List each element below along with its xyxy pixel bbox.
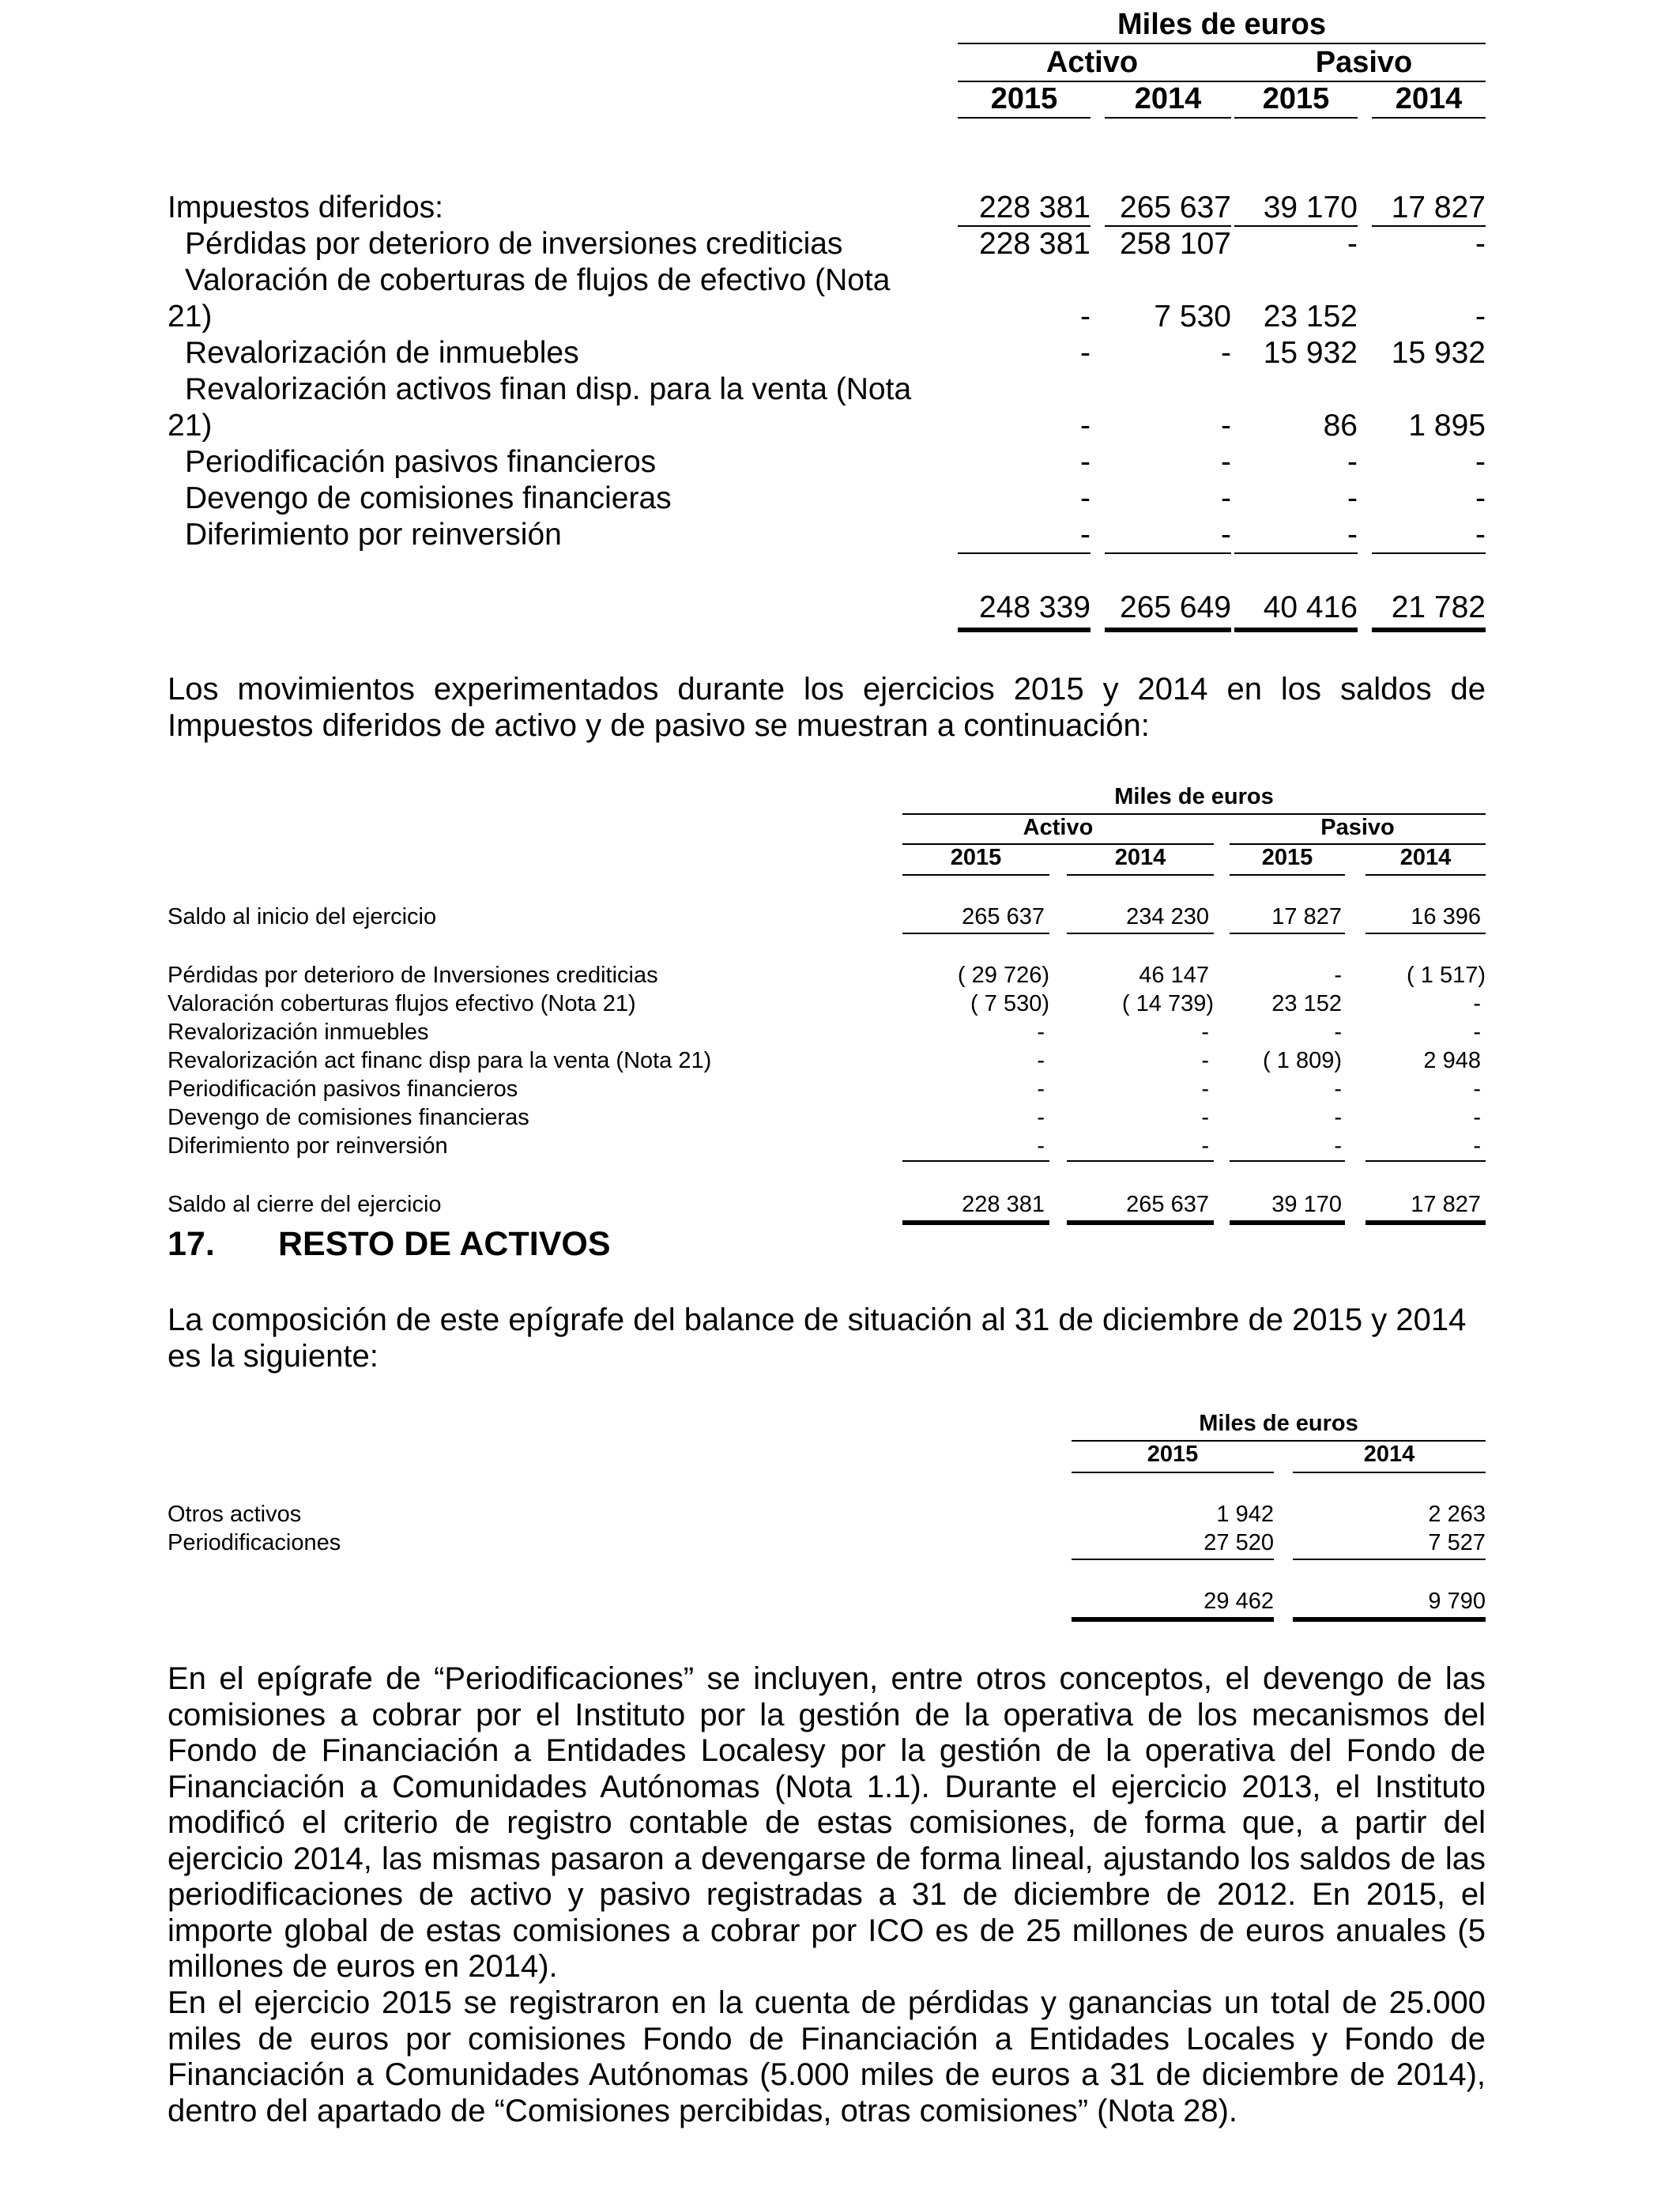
periodificaciones-paragraph: En el epígrafe de “Periodificaciones” se incluyen, entre otros conceptos, el devengo de las comisiones a cobrar por el Instituto por la gestión de la operativa de los mecanismos del Fondo de Financiación a Entidades Localesy por la gestión de la operativa del Fondo de Financiación a Comunidades Autónomas (Nota 1.1). Durante el ejercicio 2013, el Instituto modificó el criterio de registro contable de estas comisiones, de forma que, a partir del ejercicio 2014, las mismas pasaron a devengarse de forma lineal, ajustando los saldos de las periodificaciones de activo y pasivo registradas a 31 de diciembre de 2012. En 2015, el importe global de estas comisiones a cobrar por ICO es de 25 millones de euros anuales (5 millones de euros en 2014). bbox=[168, 1661, 1486, 1984]
table1-group-pasivo: Pasivo bbox=[1315, 46, 1413, 79]
table2-cell: 234 230 bbox=[1126, 904, 1209, 929]
table2-cell: - bbox=[1334, 1076, 1342, 1102]
table2-cell: ( 1 517) bbox=[1407, 963, 1486, 988]
table2-cell: 265 637 bbox=[962, 904, 1045, 929]
table2-cell: - bbox=[1037, 1076, 1045, 1102]
table1-row-label: Revalorización activos finan disp. para la venta (Nota bbox=[185, 372, 912, 406]
table1-cell: - bbox=[1347, 227, 1358, 261]
table2-cell: ( 7 530) bbox=[970, 991, 1049, 1016]
table1-group-activo: Activo bbox=[1045, 46, 1139, 79]
table1-cell: 15 932 bbox=[1263, 336, 1358, 370]
table1-row-label-cont: 21) bbox=[168, 409, 213, 443]
table2-closing-label: Saldo al cierre del ejercicio bbox=[168, 1192, 442, 1217]
table2-row-label: Revalorización inmuebles bbox=[168, 1020, 429, 1045]
table1-cell: - bbox=[1347, 445, 1358, 479]
section-title: RESTO DE ACTIVOS bbox=[278, 1225, 611, 1263]
table1-row-label: Devengo de comisiones financieras bbox=[185, 481, 672, 515]
table1-cell: 39 170 bbox=[1263, 190, 1358, 224]
section-number: 17. bbox=[168, 1225, 215, 1263]
table1-cell: 228 381 bbox=[979, 190, 1090, 224]
table1-cell: - bbox=[1347, 481, 1358, 515]
table2-cell: 17 827 bbox=[1411, 1192, 1481, 1217]
table3-row-label: Periodificaciones bbox=[168, 1530, 341, 1555]
table2-cell: - bbox=[1334, 1020, 1342, 1045]
intro-paragraph-composition: La composición de este epígrafe del balance de situación al 31 de diciembre de 2015 y 2014 es la siguiente: bbox=[168, 1302, 1467, 1374]
table2-cell: - bbox=[1473, 1076, 1481, 1102]
table2-cell: 228 381 bbox=[962, 1192, 1045, 1217]
table1-cell: - bbox=[1475, 445, 1486, 479]
table1-cell: - bbox=[1221, 481, 1231, 515]
table3-cell: 7 527 bbox=[1428, 1530, 1486, 1555]
commissions-paragraph: En el ejercicio 2015 se registraron en la cuenta de pérdidas y ganancias un total de 25.000 miles de euros por comisiones Fondo de Financiación a Entidades Locales y Fondo de Financiación a Comunidades Autónomas (5.000 miles de euros a 31 de diciembre de 2014), dentro del apartado de “Comisiones percibidas, otras comisiones” (Nota 28). bbox=[168, 1985, 1486, 2128]
table2-year-header: 2015 bbox=[950, 845, 1002, 870]
table1-year-header: 2014 bbox=[1395, 82, 1463, 115]
table1-row-label: Diferimiento por reinversión bbox=[185, 518, 562, 552]
table1-cell: 15 932 bbox=[1391, 336, 1486, 370]
table1-row-label: Periodificación pasivos financieros bbox=[185, 445, 657, 479]
table1-cell: - bbox=[1080, 481, 1090, 515]
table2-group-activo: Activo bbox=[1023, 815, 1094, 840]
table1-cell: - bbox=[1221, 518, 1231, 552]
table2-cell: 265 637 bbox=[1126, 1192, 1209, 1217]
table2-year-header: 2014 bbox=[1399, 845, 1452, 870]
table1-cell: 1 895 bbox=[1408, 409, 1486, 443]
table2-cell: 16 396 bbox=[1411, 904, 1481, 929]
table3-cell: 27 520 bbox=[1203, 1530, 1274, 1555]
table1-cell: - bbox=[1221, 445, 1231, 479]
table1-cell: - bbox=[1347, 518, 1358, 552]
table2-cell: 17 827 bbox=[1271, 904, 1342, 929]
table1-row-label: Revalorización de inmuebles bbox=[185, 336, 579, 370]
table1-row-label-cont: 21) bbox=[168, 300, 213, 334]
table2-cell: - bbox=[1201, 1048, 1209, 1073]
table2-cell: - bbox=[1201, 1133, 1209, 1159]
table3-total: 29 462 bbox=[1203, 1589, 1274, 1614]
table1-row-label: Valoración de coberturas de flujos de efectivo (Nota bbox=[185, 263, 891, 297]
table2-cell: - bbox=[1473, 1020, 1481, 1045]
table1-cell: - bbox=[1080, 336, 1090, 370]
table2-cell: ( 14 739) bbox=[1121, 991, 1214, 1016]
table3-cell: 1 942 bbox=[1216, 1502, 1274, 1527]
table1-cell: - bbox=[1475, 227, 1486, 261]
table1-cell: 86 bbox=[1323, 409, 1358, 443]
table1-cell: - bbox=[1080, 445, 1090, 479]
table1-year-header: 2015 bbox=[990, 82, 1058, 115]
table2-cell: - bbox=[1037, 1020, 1045, 1045]
table2-cell: - bbox=[1334, 1133, 1342, 1159]
table1-cell: - bbox=[1221, 336, 1231, 370]
table2-cell: - bbox=[1334, 963, 1342, 988]
table2-opening-label: Saldo al inicio del ejercicio bbox=[168, 904, 437, 929]
table1-cell: 7 530 bbox=[1154, 300, 1231, 334]
table3-year-header: 2015 bbox=[1147, 1442, 1199, 1467]
table1-cell: - bbox=[1080, 409, 1090, 443]
table2-unit-header: Miles de euros bbox=[1114, 784, 1274, 809]
table2-group-pasivo: Pasivo bbox=[1320, 815, 1395, 840]
table2-cell: - bbox=[1473, 1105, 1481, 1130]
table1-cell: - bbox=[1221, 409, 1231, 443]
table1-total: 265 649 bbox=[1120, 590, 1231, 624]
table1-unit-header: Miles de euros bbox=[1117, 8, 1326, 41]
table2-cell: 39 170 bbox=[1271, 1192, 1342, 1217]
table2-cell: - bbox=[1334, 1105, 1342, 1130]
table2-row-label: Diferimiento por reinversión bbox=[168, 1133, 448, 1159]
table3-unit-header: Miles de euros bbox=[1199, 1411, 1358, 1436]
table1-cell: 265 637 bbox=[1120, 190, 1231, 224]
table2-cell: 46 147 bbox=[1139, 963, 1209, 988]
intro-paragraph-movements: Los movimientos experimentados durante los ejercicios 2015 y 2014 en los saldos de Impuestos diferidos de activo y de pasivo se muestran a continuación: bbox=[168, 672, 1486, 743]
table1-total: 40 416 bbox=[1263, 590, 1358, 624]
table1-row-label: Pérdidas por deterioro de inversiones crediticias bbox=[185, 227, 843, 261]
table1-row-label: Impuestos diferidos: bbox=[168, 190, 444, 224]
table2-row-label: Pérdidas por deterioro de Inversiones crediticias bbox=[168, 963, 658, 988]
table3-total: 9 790 bbox=[1428, 1589, 1486, 1614]
table2-cell: - bbox=[1201, 1105, 1209, 1130]
table1-cell: 258 107 bbox=[1120, 227, 1231, 261]
table2-row-label: Revalorización act financ disp para la venta (Nota 21) bbox=[168, 1048, 712, 1073]
table1-year-header: 2014 bbox=[1134, 82, 1202, 115]
table1-cell: 228 381 bbox=[979, 227, 1090, 261]
table2-cell: - bbox=[1201, 1076, 1209, 1102]
table2-cell: - bbox=[1473, 1133, 1481, 1159]
table2-cell: - bbox=[1037, 1105, 1045, 1130]
table2-cell: - bbox=[1201, 1020, 1209, 1045]
table2-cell: ( 1 809) bbox=[1263, 1048, 1342, 1073]
table2-cell: - bbox=[1473, 991, 1481, 1016]
table1-year-header: 2015 bbox=[1262, 82, 1330, 115]
table2-cell: 2 948 bbox=[1423, 1048, 1481, 1073]
table1-total: 248 339 bbox=[979, 590, 1090, 624]
table1-cell: - bbox=[1080, 518, 1090, 552]
table2-cell: - bbox=[1037, 1133, 1045, 1159]
table2-row-label: Periodificación pasivos financieros bbox=[168, 1076, 518, 1102]
table3-cell: 2 263 bbox=[1428, 1502, 1486, 1527]
table2-year-header: 2014 bbox=[1114, 845, 1166, 870]
table2-cell: ( 29 726) bbox=[957, 963, 1049, 988]
table2-cell: 23 152 bbox=[1271, 991, 1342, 1016]
table1-cell: - bbox=[1475, 518, 1486, 552]
table1-cell: - bbox=[1475, 300, 1486, 334]
table1-cell: - bbox=[1080, 300, 1090, 334]
table3-row-label: Otros activos bbox=[168, 1502, 302, 1527]
table2-year-header: 2015 bbox=[1261, 845, 1313, 870]
table1-cell: 23 152 bbox=[1263, 300, 1358, 334]
table2-row-label: Valoración coberturas flujos efectivo (Nota 21) bbox=[168, 991, 636, 1016]
table1-cell: - bbox=[1475, 481, 1486, 515]
table2-cell: - bbox=[1037, 1048, 1045, 1073]
table3-year-header: 2014 bbox=[1363, 1442, 1415, 1467]
table1-cell: 17 827 bbox=[1391, 190, 1486, 224]
table2-row-label: Devengo de comisiones financieras bbox=[168, 1105, 529, 1130]
table1-total: 21 782 bbox=[1391, 590, 1486, 624]
